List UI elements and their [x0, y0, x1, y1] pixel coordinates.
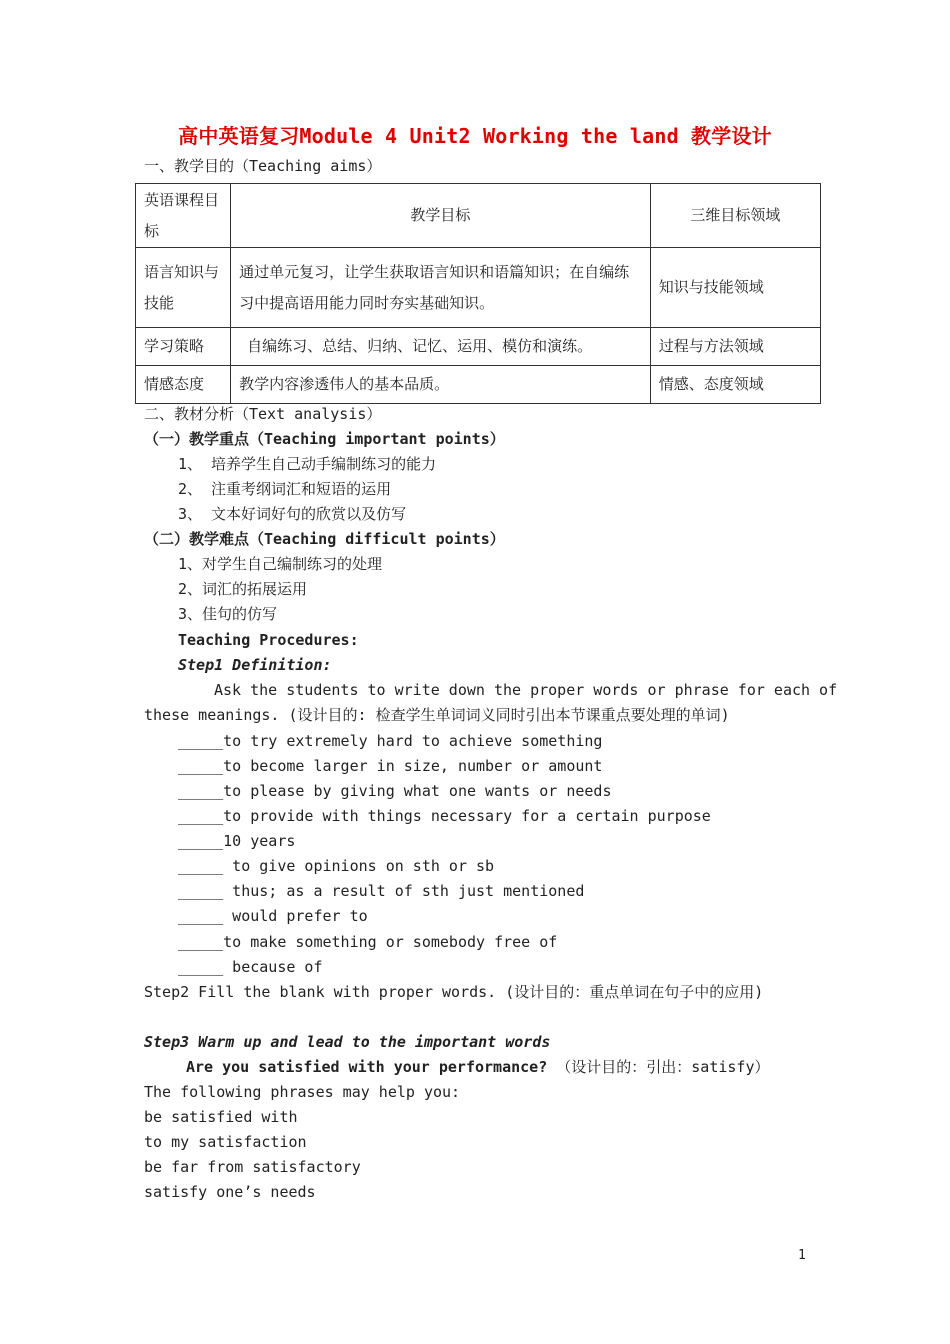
step3-note: （设计目的：引出：satisfy）	[556, 1058, 770, 1076]
step2-text: Step2 Fill the blank with proper words. (设计目的：重点单词在句子中的应用)	[144, 983, 764, 1001]
table-cell: 自编练习、总结、归纳、记忆、运用、模仿和演练。	[231, 328, 651, 366]
table-cell: 教学内容渗透伟人的基本品质。	[231, 366, 651, 404]
step3-question: Are you satisfied with your performance?	[186, 1058, 548, 1076]
page-number: 1	[798, 1248, 806, 1263]
list-item: 3、佳句的仿写	[178, 605, 278, 623]
table-cell: 教学目标	[231, 184, 651, 248]
definition-item: _____ because of	[178, 958, 323, 976]
table-row	[136, 328, 821, 366]
definition-item: _____10 years	[178, 832, 296, 850]
difficult-points-heading: （二）教学难点（Teaching difficult points）	[144, 530, 505, 548]
phrases-intro: The following phrases may help you:	[144, 1083, 461, 1101]
step1-heading: Step1 Definition:	[178, 656, 332, 674]
section-teaching-aims: 一、教学目的（Teaching aims）	[144, 157, 382, 175]
list-item: 2、词汇的拓展运用	[178, 580, 308, 598]
table-cell: 情感、态度领域	[650, 366, 820, 404]
phrase-item: satisfy one’s needs	[144, 1183, 316, 1201]
table-cell: 知识与技能领域	[650, 248, 820, 328]
step1-instruction: Ask the students to write down the proper words or phrase for each of	[214, 681, 838, 699]
important-points-heading: （一）教学重点（Teaching important points）	[144, 430, 505, 448]
definition-item: _____to try extremely hard to achieve something	[178, 732, 603, 750]
list-item: 3、 文本好词好句的欣赏以及仿写	[178, 505, 407, 523]
step3-question-line	[186, 1057, 769, 1077]
list-item: 1、 培养学生自己动手编制练习的能力	[178, 455, 437, 473]
step3-heading: Step3 Warm up and lead to the important words	[144, 1033, 551, 1051]
procedures-heading: Teaching Procedures:	[178, 631, 359, 649]
definition-item: _____to make something or somebody free of	[178, 933, 558, 951]
definition-item: _____ would prefer to	[178, 907, 368, 925]
table-cell: 学习策略	[136, 328, 231, 366]
list-item: 2、 注重考纲词汇和短语的运用	[178, 480, 392, 498]
definition-item: _____to provide with things necessary for a certain purpose	[178, 807, 711, 825]
table-cell: 通过单元复习，让学生获取语言知识和语篇知识；在自编练习中提高语用能力同时夯实基础知识。	[231, 248, 651, 328]
table-row	[136, 366, 821, 404]
step1-instruction-cont: these meanings. (设计目的: 检查学生单词词义同时引出本节课重点要处理的单词)	[144, 706, 730, 724]
definition-item: _____to please by giving what one wants or needs	[178, 782, 612, 800]
table-cell: 三维目标领域	[650, 184, 820, 248]
phrase-item: be satisfied with	[144, 1108, 298, 1126]
definition-item: _____to become larger in size, number or amount	[178, 757, 603, 775]
table-row	[136, 248, 821, 328]
phrase-item: to my satisfaction	[144, 1133, 307, 1151]
list-item: 1、对学生自己编制练习的处理	[178, 555, 383, 573]
table-cell: 英语课程目标	[136, 184, 231, 248]
table-cell: 过程与方法领域	[650, 328, 820, 366]
definition-item: _____ to give opinions on sth or sb	[178, 857, 495, 875]
table-cell: 语言知识与技能	[136, 248, 231, 328]
document-title: 高中英语复习Module 4 Unit2 Working the land 教学设计	[178, 124, 772, 148]
teaching-aims-table	[135, 183, 821, 404]
phrase-item: be far from satisfactory	[144, 1158, 361, 1176]
section-text-analysis: 二、教材分析（Text analysis）	[144, 405, 382, 423]
definition-item: _____ thus; as a result of sth just mentioned	[178, 882, 585, 900]
table-header-row	[136, 184, 821, 248]
table-cell: 情感态度	[136, 366, 231, 404]
